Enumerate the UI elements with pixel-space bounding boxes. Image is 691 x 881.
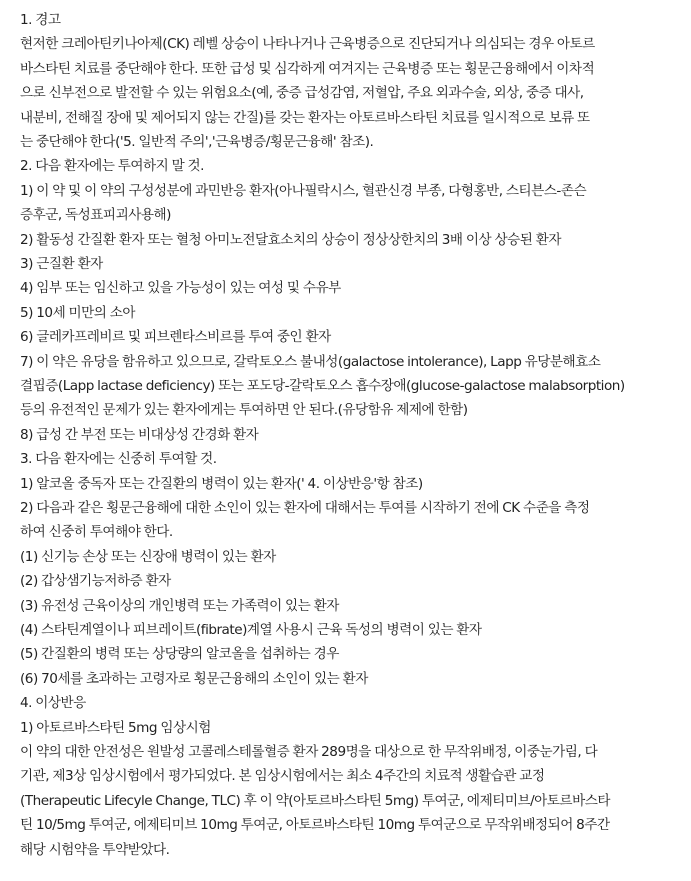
text-line: 5) 10세 미만의 소아: [20, 304, 136, 321]
text-line: 2) 활동성 간질환 환자 또는 혈청 아미노전달효소치의 상승이 정상상한치의 3배 이상 상승된 환자: [20, 231, 561, 248]
text-line: 6) 글레카프레비르 및 피브렌타스비르를 투여 중인 환자: [20, 329, 331, 346]
text-line: 하여 신중히 투여해야 한다.: [20, 524, 173, 541]
text-line: 3) 근질환 환자: [20, 256, 103, 272]
text-line: (2) 갑상샘기능저하증 환자: [20, 573, 171, 590]
text-line: 8) 급성 간 부전 또는 비대상성 간경화 환자: [20, 426, 259, 443]
text-line: 2. 다음 환자에는 투여하지 말 것.: [20, 158, 204, 175]
text-line: 틴 10/5mg 투여군, 에제티미브 10mg 투여군, 아토르바스타틴 10mg 투여군으로 무작위배정되어 8주간: [20, 817, 610, 834]
text-line: 증후군, 독성표피괴사용해): [20, 207, 171, 224]
text-line: 현저한 크레아틴키나아제(CK) 레벨 상승이 나타나거나 근육병증으로 진단되거나 의심되는 경우 아토르: [20, 36, 595, 53]
text-line: 결핍증(Lapp lactase deficiency) 또는 포도당-갈락토오스 흡수장애(glucose-galactose malabsorption): [20, 378, 625, 394]
text-line: 기관, 제3상 임상시험에서 평가되었다. 본 임상시험에서는 최소 4주간의 치료적 생활습관 교정: [20, 768, 545, 785]
text-line: 2) 다음과 같은 횡문근융해에 대한 소인이 있는 환자에 대해서는 투여를 시작하기 전에 CK 수준을 측정: [20, 500, 590, 516]
text-line: (3) 유전성 근육이상의 개인병력 또는 가족력이 있는 환자: [20, 597, 339, 614]
text-line: 내분비, 전해질 장애 및 제어되지 않는 간질)를 갖는 환자는 아토르바스타틴 치료를 일시적으로 보류 또: [20, 109, 590, 126]
text-line: 4) 임부 또는 임신하고 있을 가능성이 있는 여성 및 수유부: [20, 280, 341, 297]
text-line: 7) 이 약은 유당을 함유하고 있으므로, 갈락토오스 불내성(galactose intolerance), Lapp 유당분해효소: [20, 353, 601, 370]
text-line: 는 중단해야 한다('5. 일반적 주의','근육병증/횡문근융해' 참조).: [20, 134, 374, 150]
text-line: (1) 신기능 손상 또는 신장애 병력이 있는 환자: [20, 548, 276, 565]
text-line: 이 약의 대한 안전성은 원발성 고콜레스테롤혈증 환자 289명을 대상으로 한 무작위배정, 이중눈가림, 다: [20, 744, 598, 760]
text-line: (Therapeutic Lifecyle Change, TLC) 후 이 약(아토르바스타틴 5mg) 투여군, 에제티미브/아토르바스타: [20, 792, 610, 809]
text-line: (4) 스타틴계열이나 피브레이트(fibrate)계열 사용시 근육 독성의 병력이 있는 환자: [20, 622, 482, 638]
text-line: 1) 아토르바스타틴 5mg 임상시험: [20, 719, 211, 736]
text-line: (6) 70세를 초과하는 고령자로 횡문근융해의 소인이 있는 환자: [20, 670, 368, 687]
text-line: 바스타틴 치료를 중단해야 한다. 또한 급성 및 심각하게 여겨지는 근육병증 또는 횡문근융해에서 이차적: [20, 60, 595, 77]
text-line: (5) 간질환의 병력 또는 상당량의 알코올을 섭취하는 경우: [20, 646, 339, 663]
text-line: 1. 경고: [20, 12, 61, 28]
text-line: 으로 신부전으로 발전할 수 있는 위험요소(예, 중증 급성감염, 저혈압, 주요 외과수술, 외상, 중증 대사,: [20, 85, 584, 102]
text-line: 1) 알코올 중독자 또는 간질환의 병력이 있는 환자(' 4. 이상반응'항 참조): [20, 475, 423, 492]
text-line: 1) 이 약 및 이 약의 구성성분에 과민반응 환자(아나필락시스, 혈관신경 부종, 다형홍반, 스티븐스-존슨: [20, 182, 587, 199]
text-line: 등의 유전적인 문제가 있는 환자에게는 투여하면 안 된다.(유당함유 제제에 한함): [20, 402, 468, 419]
text-line: 4. 이상반응: [20, 695, 86, 712]
text-line: 해당 시험약을 투약받았다.: [20, 841, 170, 858]
text-line: 3. 다음 환자에는 신중히 투여할 것.: [20, 451, 217, 468]
